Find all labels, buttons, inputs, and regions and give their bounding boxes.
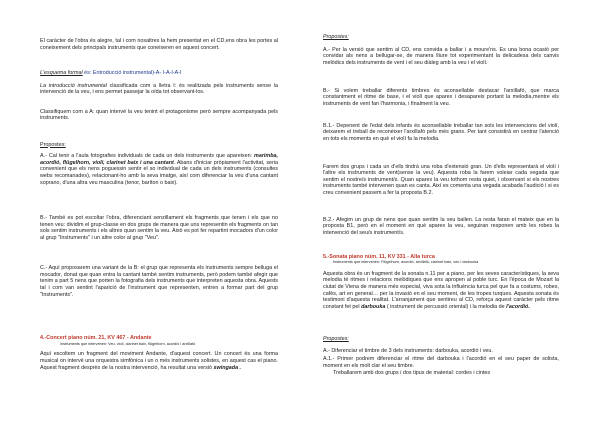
proposal-a-text-2: . Abans d'iniciar pròpiament l'activitat, seria convenient que els nens poguessin sentir el so individual de cada un dels instruments (consultes webs recomanades), relacionant-ho amb la seva imatge, així com diferenciar la veu d'una cantant soprano, d'una altra veu masculina (tenor, baríton o baix). bbox=[40, 159, 278, 186]
left-column bbox=[40, 0, 278, 385]
section-5-text-2: ( instrument de percussió oriental) i la melodia de bbox=[385, 303, 507, 310]
proposal-a1: A.1.- Primer podrem diferenciar el ritme del darbouka i l'acordió en el seu paper de solista, moment en els molt clar el seu timbre. bbox=[323, 355, 559, 369]
proposal-b-right: B.- Si volem treballar diferents timbres és aconsellable destacar l'arxillafó, que marca constantment el ritme de base, i el violí que aparex i desapareix portant la melodia,mentre els instruments de vent fan l'harmonia, i finalment la veu. bbox=[323, 87, 559, 107]
proposal-a-right: A.- Per la versió que sentim al CD, ens convida a ballar i a moure'ns. És una bona ocasió per convidar als nens a bellugar-se, de manera lliure tot experimentant la delicadesa dels canvis melòdics dels instruments de vent i el seu diàleg amb la veu i el violí. bbox=[323, 46, 559, 66]
section-4-paragraph bbox=[40, 351, 278, 385]
proposal-a2: A.- Diferenciar el timbre de 3 dels instruments: darbouka, acordió i veu. bbox=[323, 348, 493, 355]
section-5-instruments: Instruments que intervenen: Flügelhorn, acordió, arxillafó, clarinet baix, veu i darbouka bbox=[333, 260, 479, 265]
proposal-b1: B.1.- Depenent de l'edat dels infants és aconsellable treballar tan sols les intervencions del violí, deixarem el treball de reconèixer l'arxillafó pels més grans. Per tant consistirà en centrar l'atenció en tots els moments en què el violí fa la melodia. bbox=[323, 122, 559, 142]
proposal-a bbox=[40, 153, 278, 207]
intro-instrumental-text: classificada com a lletra I: és realitzada pels instruments sense la intervenció de la veu, i ens permet passejar la oïda tot observant-los. bbox=[40, 82, 278, 96]
proposals-heading-right-2: Propostes: bbox=[323, 335, 349, 342]
proposals-heading-right: Propostes: bbox=[323, 34, 349, 40]
schema-text: és: Entroducció instrumental)-A- I-A-I-A-I bbox=[82, 70, 182, 76]
proposal-b: B.- També es pot escoltar l'obra, diferenciant senzillament els fragments que tenen i els que no tenen veu: dividim el grup-classe en dos grups de manera que uns representin els fragments on tan sols sentim instruments i els altres quan sentim la veu. Això es pot fer repartint mocadors d'un color al grup "Instruments" i un altre color al grup "Veu". bbox=[40, 215, 278, 241]
intro-paragraph: El caràcter de l'obra és alegre, tal i com nosaltres la hem presentat en el CD,ens obra les portes al coneixement dels principals instruments que coneixeren en aquest concert. bbox=[40, 38, 278, 51]
proposal-c: C.- Aquí proposarem una variant de la B: el grup que representa els instruments sempre belluga el mocador, donat que quan entra la cantant també sentim instruments, però podem també afegir que tenim a part 5 nens que porten la fotografia dels instruments que interpreten aquesta obra. Aquests tal i com van sentint l'aparició de l'instrument que representen, entren a formar part del grup "Instruments". bbox=[40, 265, 278, 298]
right-column bbox=[323, 0, 559, 377]
section-4-title: 4.-Concert piano núm. 21, KV 467 - Andante bbox=[40, 335, 152, 342]
proposals-heading: Propostes: bbox=[40, 141, 66, 148]
section-5-paragraph bbox=[323, 271, 559, 325]
section-4-swingada: swingada . bbox=[213, 364, 242, 371]
section-5-darbouka: darbouka bbox=[361, 303, 386, 310]
section-5-text: Aquesta obra és un fragment de la sonata n.11 per a piano, per les seves característiques, la seva melodia té ritmes i relacions melòdiques que ens apropen al poble turc. En l'època de Mozart la ciutat de Viena de manera més especial, viva sota la influència turca pel que fa a costums, robes, cafès, art en general… per la invasió en el seu moment, de les tropes turques. Aquesta sonata és testimoni d'aquesta realitat. L'arranjament que sentireu al CD, reforça aquest caràcter pels ritme constant fet pel bbox=[323, 270, 559, 310]
schema-label: L'esquema formal bbox=[40, 70, 83, 76]
proposal-b1-groups: Farem dos grups i cada un d'ells tindrà una roba d'extensió gran. Un d'ells representarà el violí i l'altre els instruments de vent(sense la veu). Aquesta roba la farem voleiar cada vegada que sentim el nostre/s instrument/s. Quan aparex la veu tothom resta quiet, i observant si els nostres instruments també intervenen quan es canta. Així es comenta una vegada acabada l'audició i si es creu convenient passem a fer la proposta B.2. bbox=[323, 163, 559, 196]
section-5-title: 5.-Sonata piano núm. 11, KV 331 - Alla turca bbox=[323, 253, 435, 260]
proposal-a1-material: Treballarem amb dos grups i dos tipus de material: cordes i cintes bbox=[333, 369, 491, 376]
section-4-instruments: Instruments que intervenen: Veu, violí, clarinet baix, flügelhorn, acordió i arxillafó bbox=[60, 341, 196, 346]
classify-paragraph: Classifiquem com a A: quan intervé la veu tenint el protagonisme però sempre acompanyada pels instruments. bbox=[40, 108, 278, 122]
section-5-acordio: l'acordió. bbox=[506, 303, 530, 310]
schema-line bbox=[40, 70, 278, 77]
proposal-a-instruments: marimba, acordió, flügelhorn, violí, clarinet baix i una cantant bbox=[40, 153, 278, 166]
proposal-b2: B.2.- Afegim un grup de nens que quan sentim la veu ballen. La resta faran el mateix que en la proposta B1, però en el moment en què aparex la veu, seguiran responen amb les robes la intervenció del seu/s instrument/s. bbox=[323, 216, 559, 236]
proposal-a-text: A.- Cal tenir a l'aula fotografies individuals de cada un dels instruments que apareixen: bbox=[40, 153, 255, 160]
intro-instrumental-italic: La introducció instrumental bbox=[40, 82, 107, 89]
section-4-text: Aquí escoltem un fragment del moviment Andante, d'aquest concert. Un concert és una forma musical on intervé una orquestra simfònica i un o més instruments solistes, en aquest cas el piano. Aquest fragment desprès de la nostra intervenció, ha resultat una versió bbox=[40, 351, 278, 371]
intro-instrumental-paragraph bbox=[40, 83, 278, 103]
